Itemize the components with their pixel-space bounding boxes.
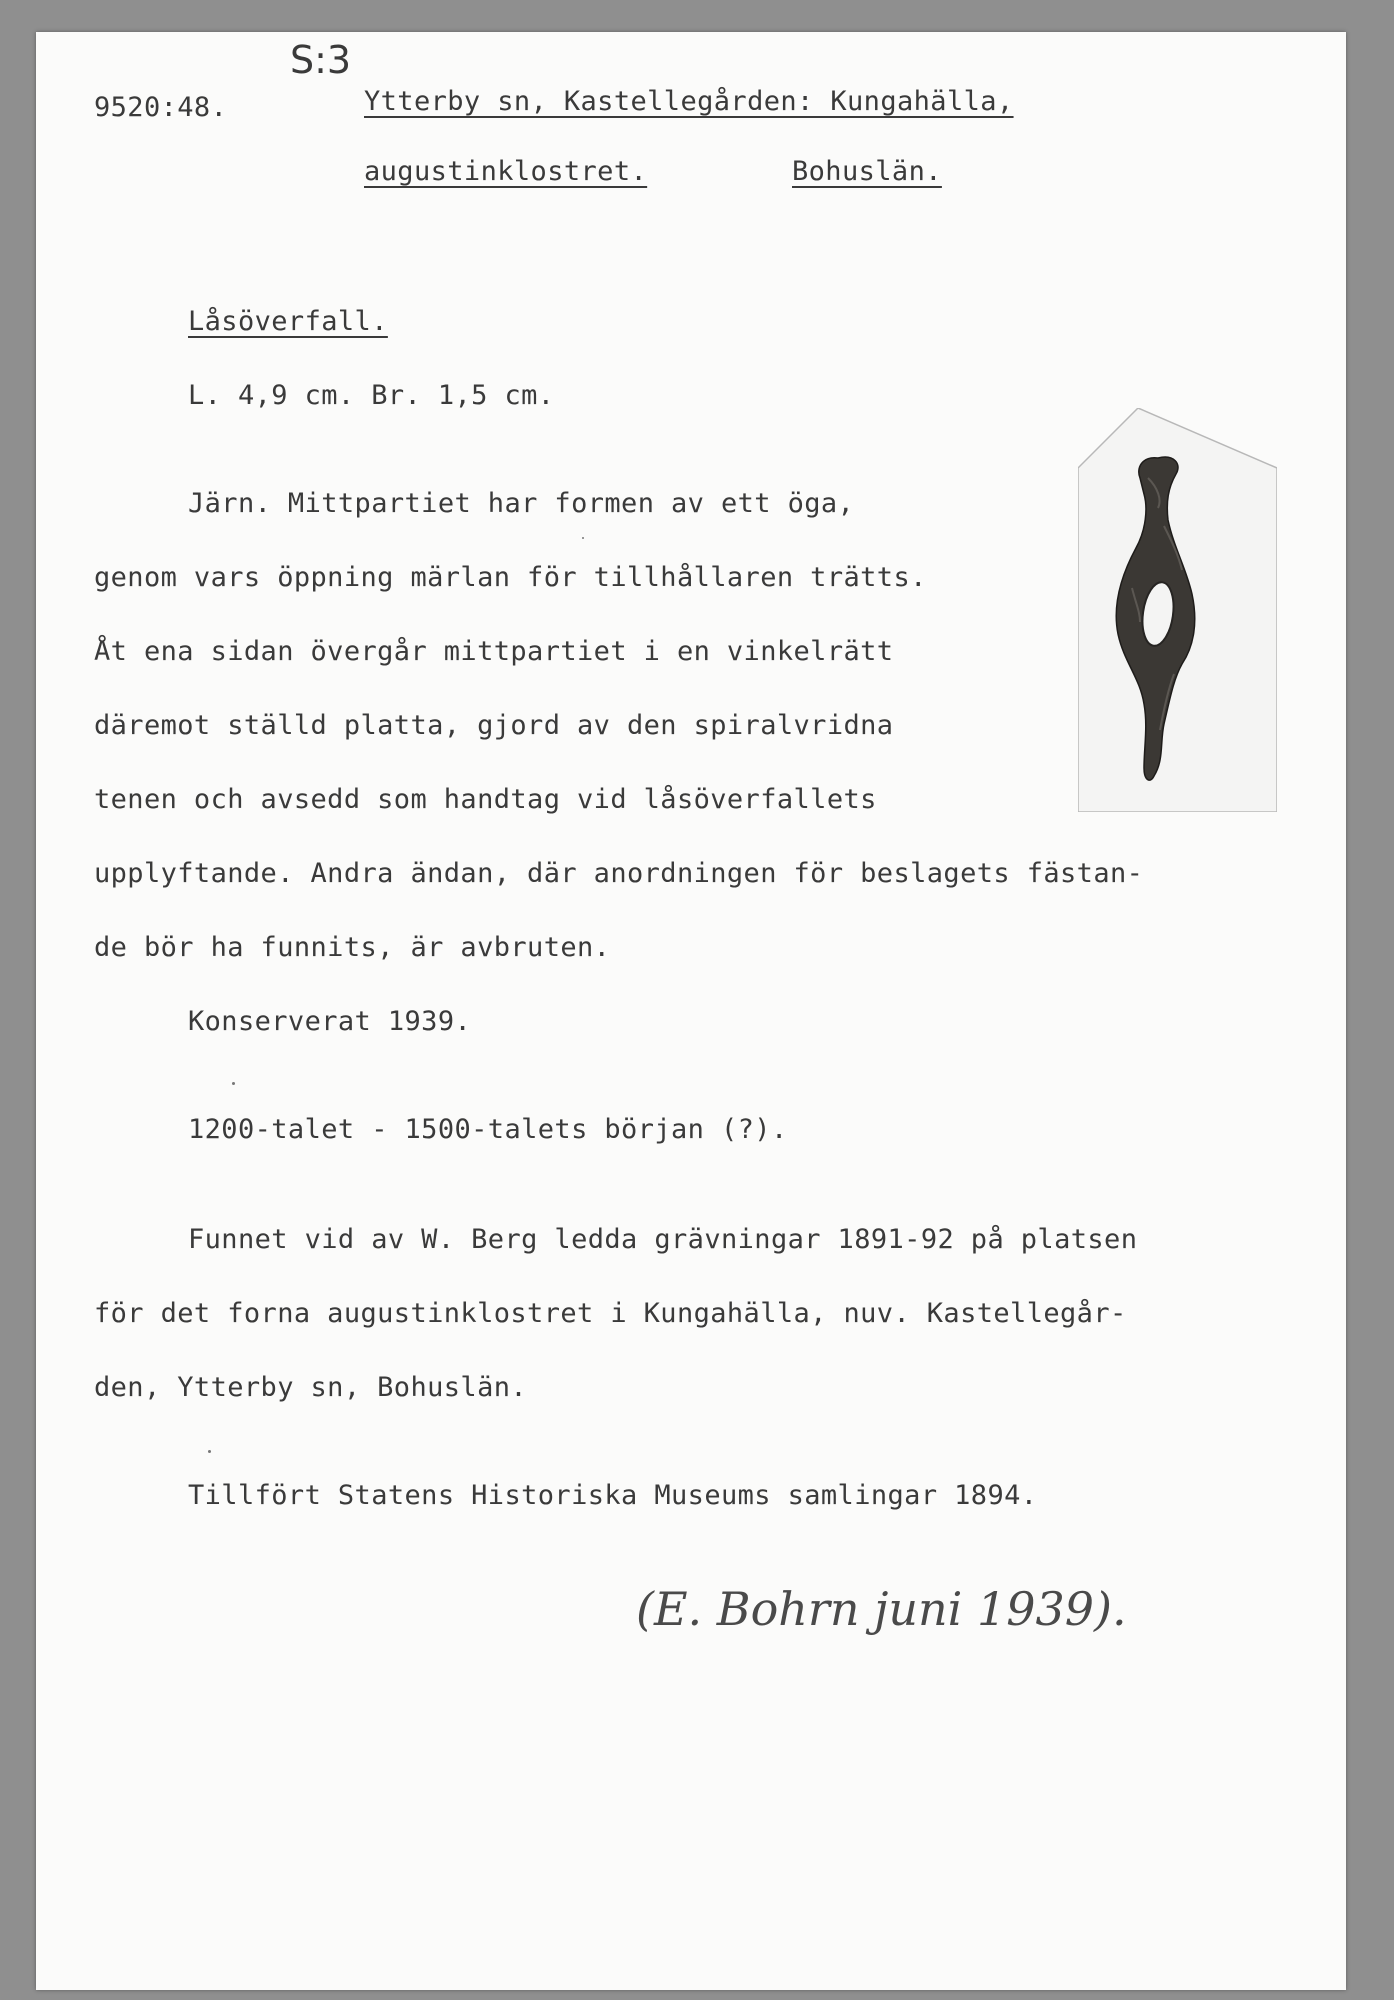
description-line: genom vars öppning märlan för tillhållaren trätts. <box>94 562 927 593</box>
object-name: Låsöverfall. <box>188 306 388 337</box>
acquisition: Tillfört Statens Historiska Museums samlingar 1894. <box>188 1480 1038 1511</box>
find-line: den, Ytterby sn, Bohuslän. <box>94 1372 528 1403</box>
signature: (E. Bohrn juni 1939). <box>636 1582 1127 1636</box>
dimensions: L. 4,9 cm. Br. 1,5 cm. <box>188 380 555 411</box>
find-line: för det forna augustinklostret i Kungahälla, nuv. Kastellegår- <box>94 1298 1127 1329</box>
handwritten-code: S:3 <box>290 38 352 82</box>
location-line-1: Ytterby sn, Kastellegården: Kungahälla, <box>364 86 1014 117</box>
description-line: Järn. Mittpartiet har formen av ett öga, <box>188 488 855 519</box>
description-line: däremot ställd platta, gjord av den spiralvridna <box>94 710 894 741</box>
dust-speck <box>582 537 584 539</box>
location-site: augustinklostret. <box>364 156 648 187</box>
object-photo <box>1078 408 1277 812</box>
find-line: Funnet vid av W. Berg ledda grävningar 1891-92 på platsen <box>188 1224 1138 1255</box>
catalog-number: 9520:48. <box>94 92 228 123</box>
conservation-note: Konserverat 1939. <box>188 1006 472 1037</box>
dust-speck <box>208 1450 211 1453</box>
description-line: tenen och avsedd som handtag vid låsöverfallets <box>94 784 877 815</box>
dust-speck <box>232 1082 235 1085</box>
description-line: upplyftande. Andra ändan, där anordningen för beslagets fästan- <box>94 858 1144 889</box>
description-line: de bör ha funnits, är avbruten. <box>94 932 611 963</box>
location-province: Bohuslän. <box>792 156 942 187</box>
description-line: Åt ena sidan övergår mittpartiet i en vinkelrätt <box>94 636 894 667</box>
dating: 1200-talet - 1500-talets början (?). <box>188 1114 788 1145</box>
